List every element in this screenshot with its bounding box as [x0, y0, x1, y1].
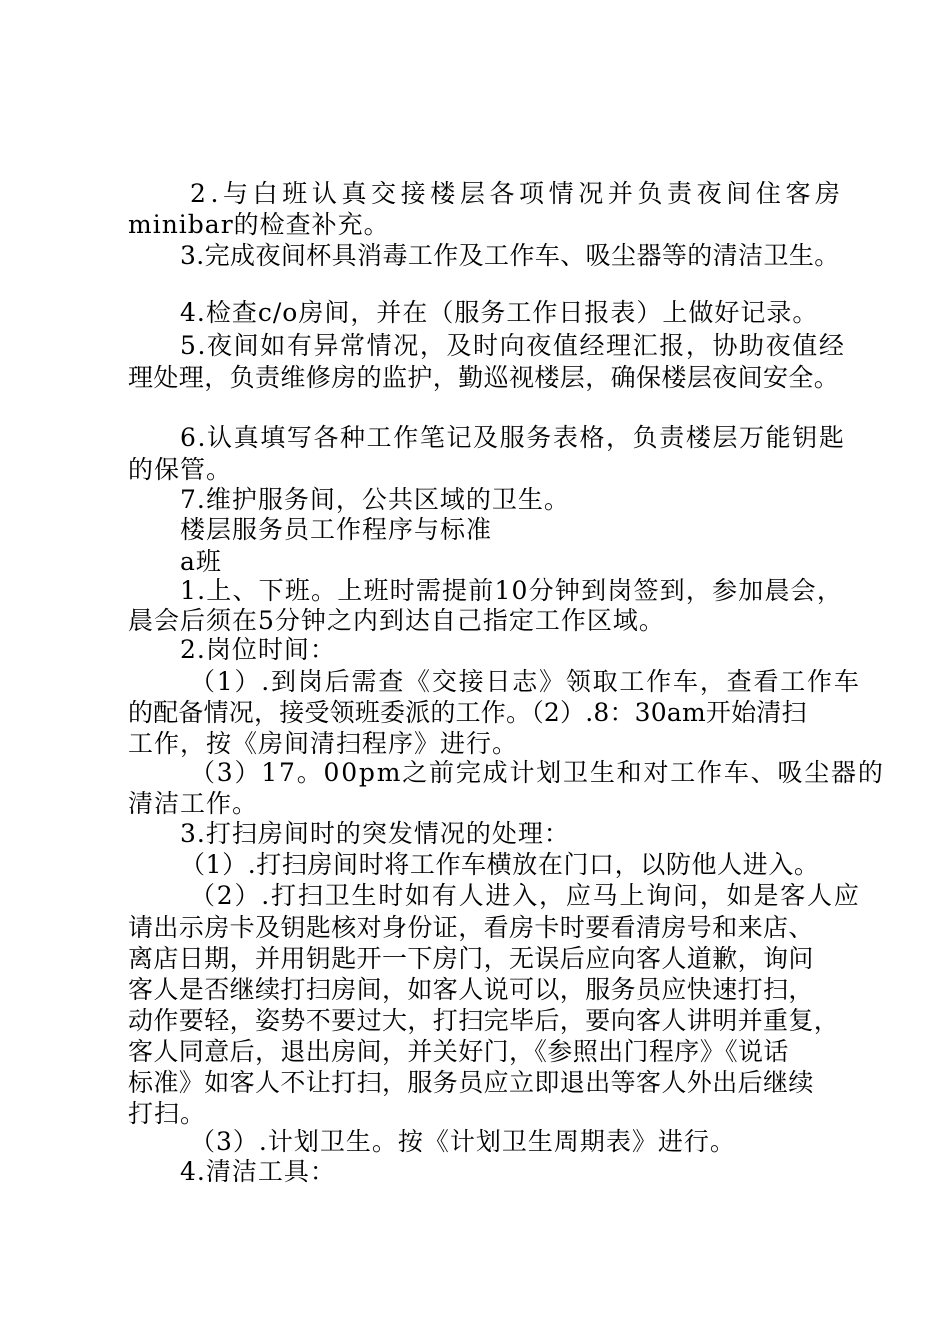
text-line-30: （3）.计划卫生。按《计划卫生周期表》进行。	[190, 1127, 736, 1156]
text-line-22: （2）.打扫卫生时如有人进入，应马上询问，如是客人应	[190, 881, 861, 910]
text-line-24: 离店日期，并用钥匙开一下房门，无误后应向客人道歉，询问	[128, 944, 814, 973]
text-line-10: 楼层服务员工作程序与标准	[180, 515, 493, 544]
text-line-29: 打扫。	[128, 1099, 207, 1128]
text-line-6: 理处理，负责维修房的监护，勤巡视楼层，确保楼层夜间安全。	[128, 363, 840, 392]
text-line-9: 7.维护服务间，公共区域的卫生。	[180, 485, 570, 514]
text-line-28: 标准》如客人不让打扫，服务员应立即退出等客人外出后继续	[128, 1068, 814, 1097]
text-line-14: 2.岗位时间：	[180, 635, 336, 664]
text-line-18: （3）17。00pm之前完成计划卫生和对工作车、吸尘器的	[190, 758, 885, 787]
text-line-12: 1.上、下班。上班时需提前10分钟到岗签到，参加晨会，	[180, 576, 844, 605]
text-line-8: 的保管。	[128, 455, 233, 484]
text-line-26: 动作要轻，姿势不要过大，打扫完毕后，要向客人讲明并重复，	[128, 1006, 840, 1035]
text-line-19: 清洁工作。	[128, 789, 259, 818]
text-line-7: 6.认真填写各种工作笔记及服务表格，负责楼层万能钥匙	[180, 423, 846, 452]
text-line-13: 晨会后须在5分钟之内到达自己指定工作区域。	[128, 606, 665, 635]
text-line-16: 的配备情况，接受领班委派的工作。（2）.8：30am开始清扫	[128, 698, 807, 727]
text-line-27: 客人同意后，退出房间，并关好门，《参照出门程序》《说话	[128, 1037, 789, 1066]
text-line-23: 请出示房卡及钥匙核对身份证，看房卡时要看清房号和来店、	[128, 913, 814, 942]
text-line-2: minibar的检查补充。	[128, 210, 390, 239]
text-line-31: 4.清洁工具：	[180, 1157, 336, 1186]
text-line-4: 4.检查c/o房间，并在（服务工作日报表）上做好记录。	[180, 298, 819, 327]
text-line-17: 工作，按《房间清扫程序》进行。	[128, 729, 519, 758]
text-line-21: （1）.打扫房间时将工作车横放在门口，以防他人进入。	[180, 850, 820, 879]
text-line-20: 3.打扫房间时的突发情况的处理：	[180, 819, 570, 848]
text-line-5: 5.夜间如有异常情况，及时向夜值经理汇报，协助夜值经	[180, 331, 846, 360]
text-line-25: 客人是否继续打扫房间，如客人说可以，服务员应快速打扫，	[128, 975, 814, 1004]
text-line-11: a班	[180, 547, 222, 576]
text-line-1: 2.与白班认真交接楼层各项情况并负责夜间住客房	[190, 179, 845, 208]
text-line-15: （1）.到岗后需查《交接日志》领取工作车，查看工作车	[190, 667, 861, 696]
text-line-3: 3.完成夜间杯具消毒工作及工作车、吸尘器等的清洁卫生。	[180, 241, 840, 270]
